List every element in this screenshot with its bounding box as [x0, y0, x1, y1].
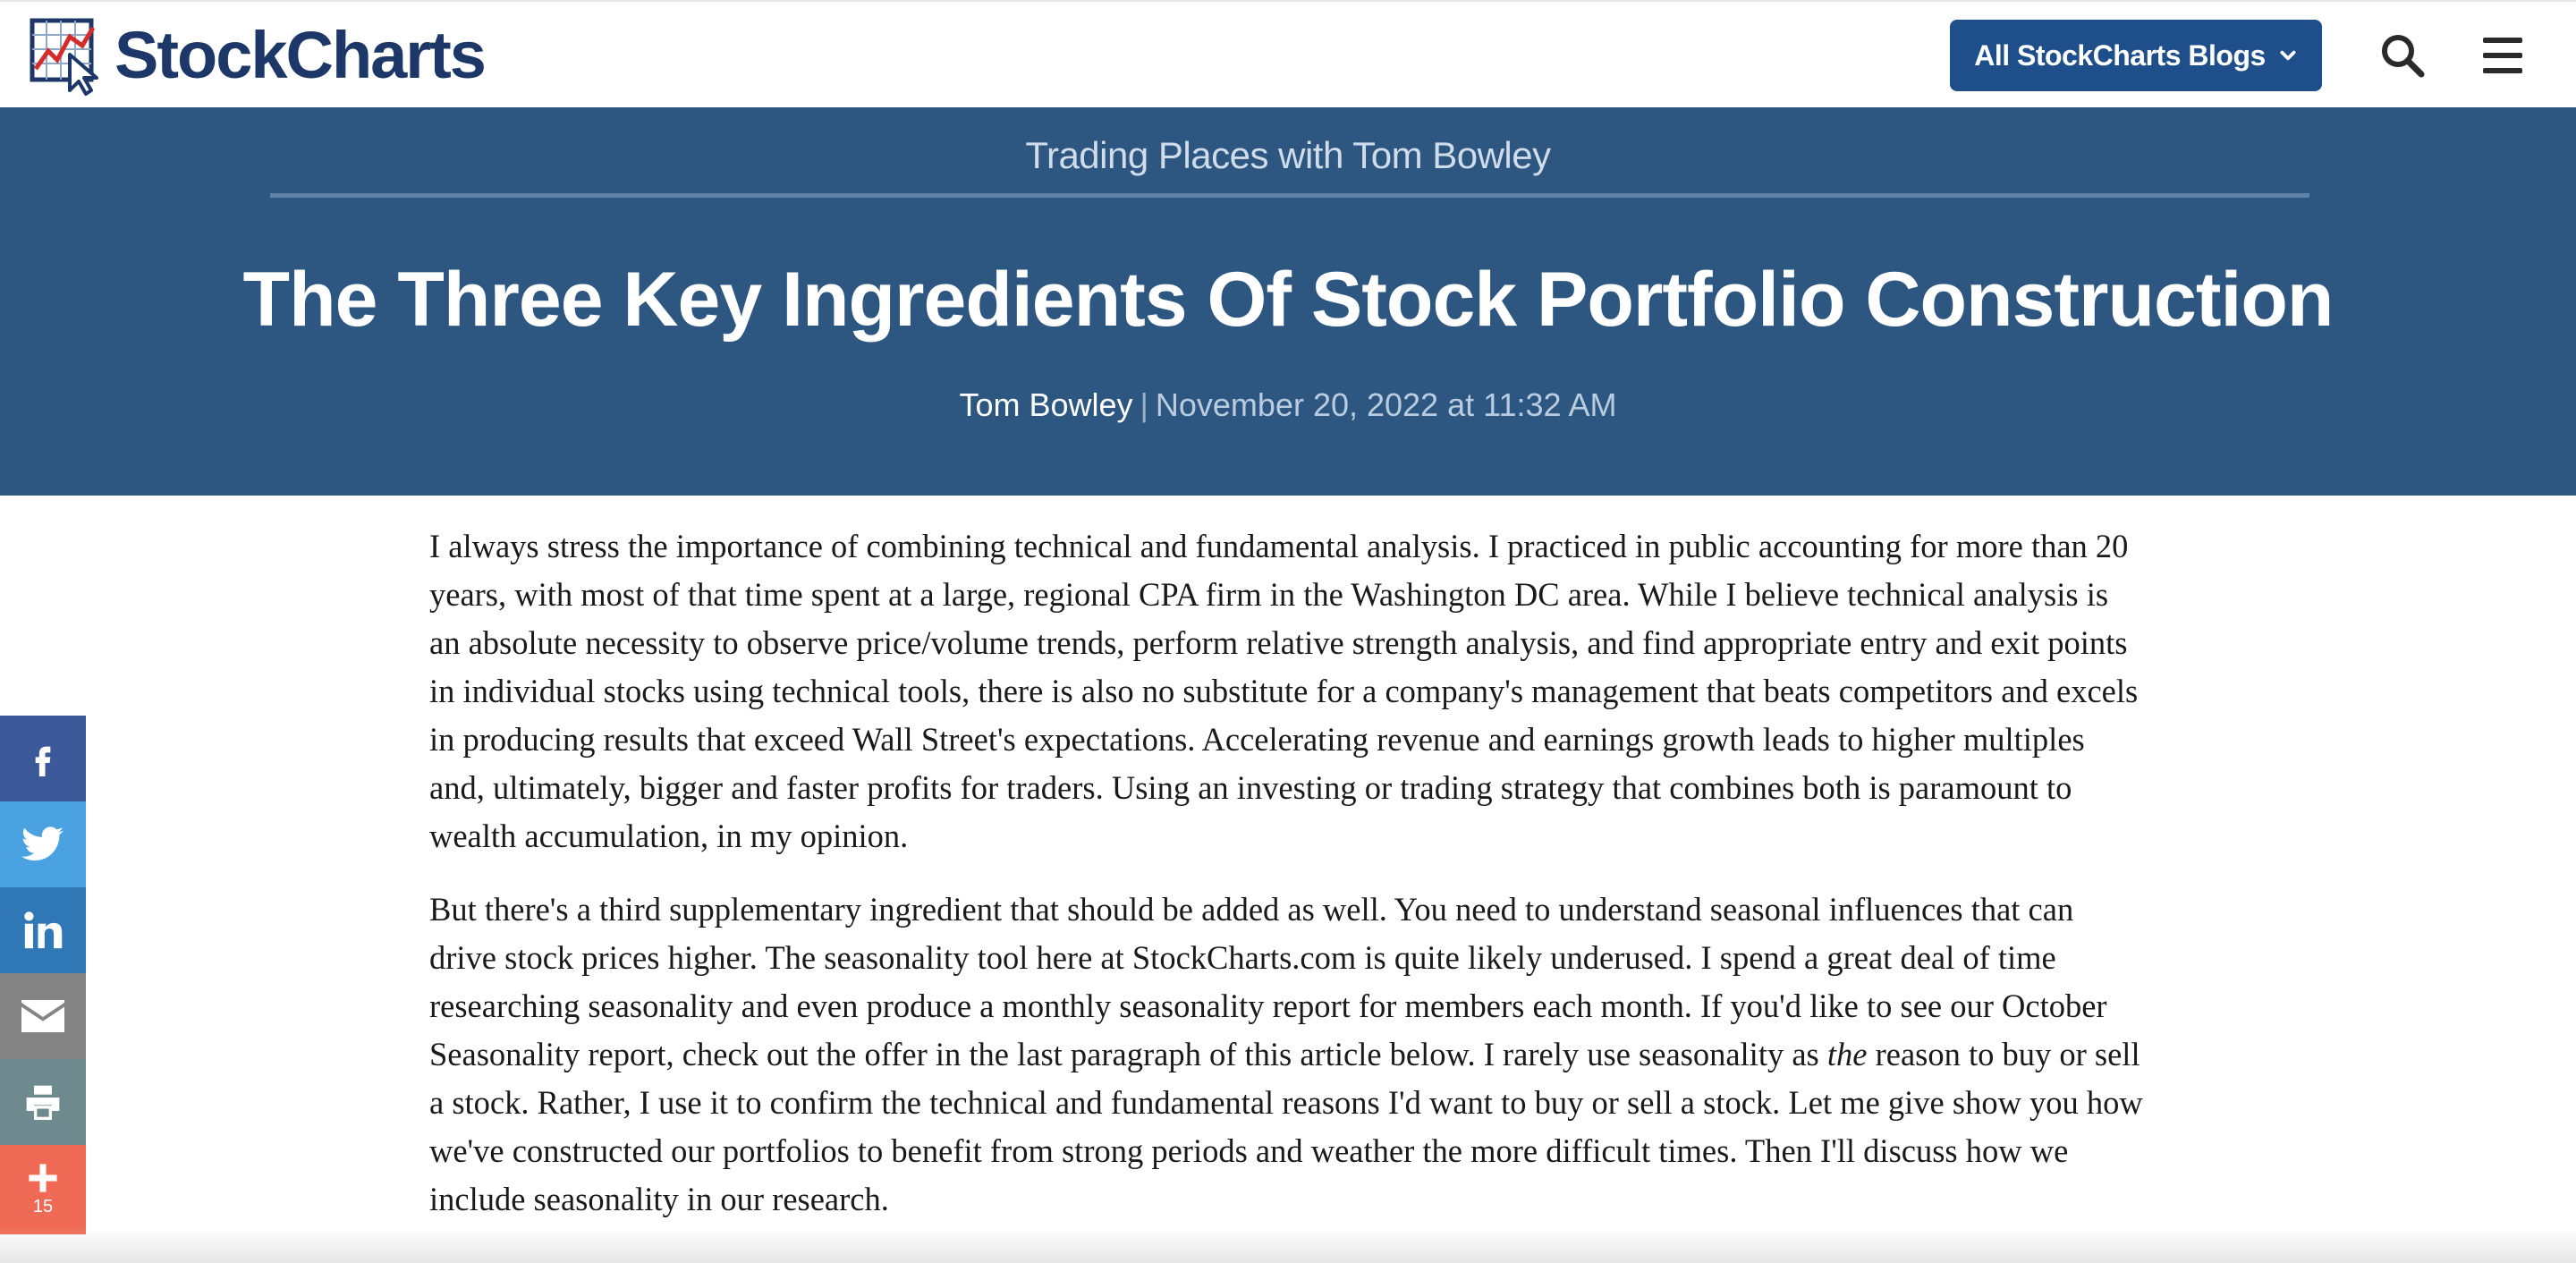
all-blogs-dropdown-button[interactable]: [1950, 20, 2322, 91]
share-print-button[interactable]: [0, 1059, 86, 1145]
chevron-down-icon: [2278, 46, 2298, 65]
byline-separator: |: [1140, 386, 1148, 423]
email-icon: [21, 1000, 64, 1032]
paragraph-text: reason to buy or sell a stock. Rather, I use it to confirm the technical and fundamental reasons I'd want to buy or sell a stock. Let me give show you how we've constructed our portfolios to benefit from strong periods and weather the more difficult times. Then I'll discuss how we include seasonality in our research.: [429, 1036, 2143, 1217]
menu-button[interactable]: [2470, 23, 2535, 88]
search-icon: [2378, 31, 2427, 80]
social-share-bar: [0, 716, 86, 1234]
author-link[interactable]: Tom Bowley: [959, 386, 1133, 423]
stockcharts-logo-icon: [29, 15, 109, 96]
header-divider: [270, 193, 2309, 198]
blog-name-link[interactable]: Trading Places with Tom Bowley: [1025, 134, 1551, 176]
facebook-icon: [25, 737, 61, 780]
article-paragraph: [429, 886, 2147, 1224]
paragraph-text: But there's a third supplementary ingredient that should be added as well. You need to understand seasonal influences that can drive stock prices higher. The seasonality tool here at StockCharts.com is quite likely underused. I spend a great deal of time researching seasonality and even produce a monthly seasonality report for members each month. If you'd like to see our October Seasonality report, check out the offer in the last paragraph of this article below. I rarely use seasonality as: [429, 891, 2107, 1072]
article-byline: [0, 386, 2576, 424]
share-twitter-button[interactable]: [0, 801, 86, 887]
search-button[interactable]: [2370, 23, 2435, 88]
article-header: [0, 107, 2576, 496]
article-body: [429, 522, 2147, 1249]
hamburger-menu-icon: [2481, 36, 2524, 75]
article-paragraph: I always stress the importance of combining technical and fundamental analysis. I practiced in public accounting for more than 20 years, with most of that time spent at a large, regional CPA firm in the Washington DC area. While I believe technical analysis is an absolute necessity to observe price/volume trends, perform relative strength analysis, and find appropriate entry and exit points in individual stocks using technical tools, there is also no substitute for a company's management that beats competitors and excels in producing results that exceed Wall Street's expectations. Accelerating revenue and earnings growth leads to higher multiples and, ultimately, bigger and faster profits for traders. Using an investing or trading strategy that combines both is paramount to wealth accumulation, in my opinion.: [429, 528, 2139, 854]
plus-icon: [28, 1163, 58, 1193]
emphasis-text: the: [1826, 1036, 1868, 1072]
publish-date: November 20, 2022 at 11:32 AM: [1155, 386, 1617, 423]
share-email-button[interactable]: [0, 973, 86, 1059]
bottom-shadow: [0, 1227, 2576, 1263]
share-count: 15: [32, 1196, 54, 1216]
top-navbar: [0, 0, 2576, 107]
share-facebook-button[interactable]: [0, 716, 86, 801]
brand-name: StockCharts: [114, 18, 485, 92]
share-linkedin-button[interactable]: [0, 887, 86, 973]
all-blogs-label: All StockCharts Blogs: [1974, 38, 2266, 72]
twitter-icon: [21, 826, 64, 863]
article-title: The Three Key Ingredients Of Stock Portfolio Construction: [242, 257, 2334, 343]
linkedin-icon: [23, 911, 63, 950]
share-more-button[interactable]: [0, 1145, 86, 1234]
print-icon: [25, 1084, 61, 1120]
stockcharts-home-link[interactable]: [29, 14, 485, 97]
